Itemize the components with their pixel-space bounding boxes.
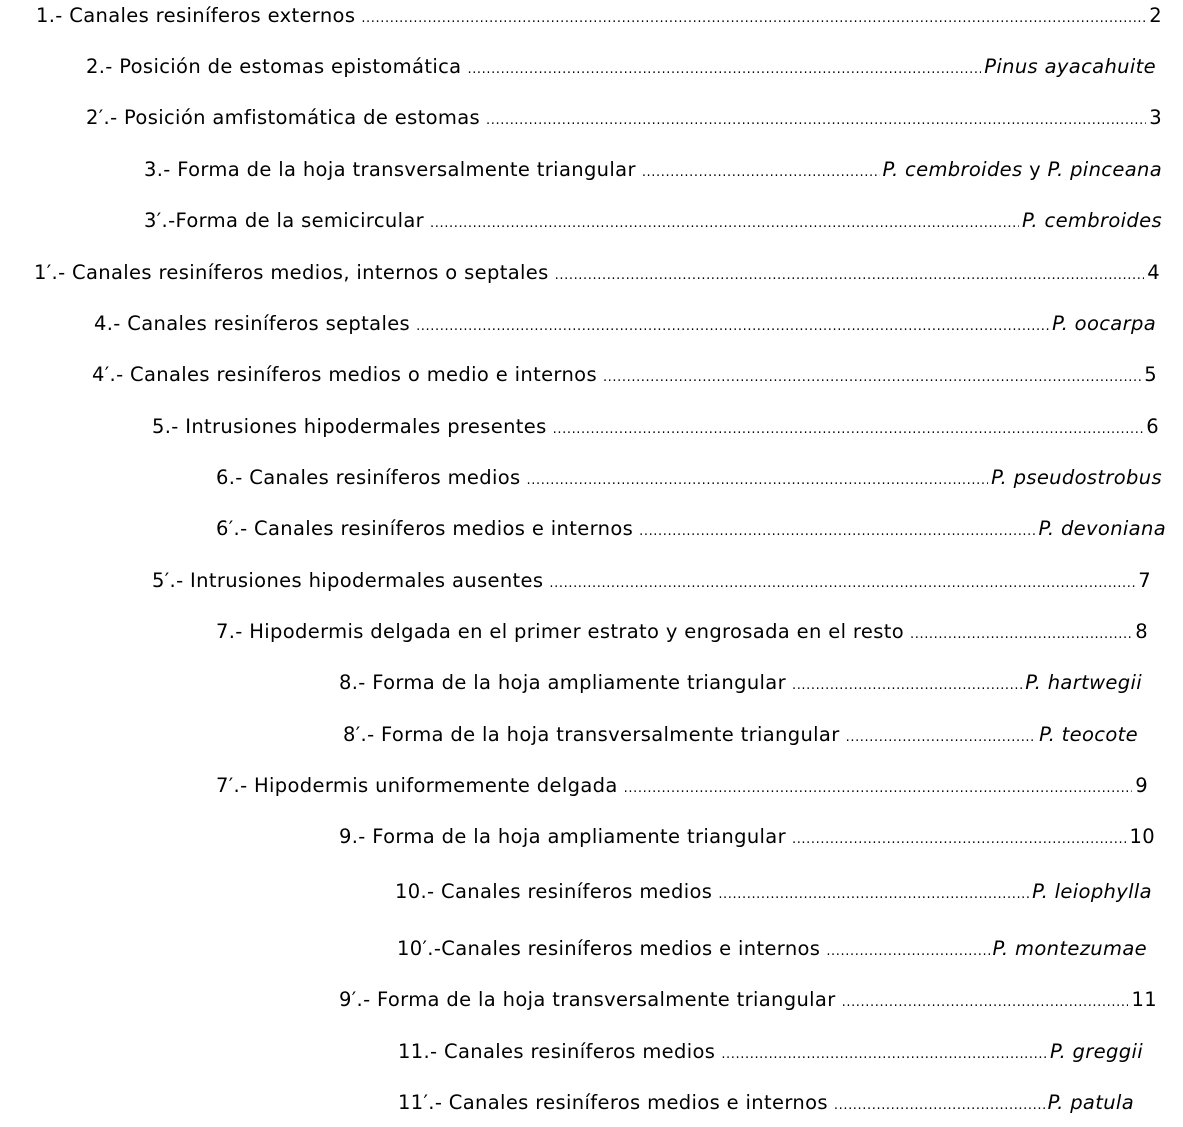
dot-leader <box>549 571 1135 597</box>
species-name: P. patula <box>1047 1091 1134 1114</box>
species-pair <box>883 157 1162 183</box>
couplet-label: 7′.- Hipodermis uniformemente delgada <box>216 774 618 797</box>
key-couplet-6-alt <box>216 516 1166 542</box>
couplet-label: 10′.-Canales resiníferos medios e internos <box>397 937 821 960</box>
key-couplet-5-alt <box>152 568 1151 594</box>
couplet-label: 1′.- Canales resiníferos medios, internos o septales <box>34 261 549 284</box>
couplet-label: 1.- Canales resiníferos externos <box>36 4 356 27</box>
key-couplet-6 <box>216 465 1162 491</box>
couplet-target: 9 <box>1135 774 1148 797</box>
dot-leader <box>718 882 1029 908</box>
species-name: P. oocarpa <box>1052 312 1156 335</box>
dot-leader <box>834 1093 1045 1119</box>
couplet-target: 5 <box>1144 363 1157 386</box>
couplet-target: 11 <box>1131 988 1157 1011</box>
dot-leader <box>826 939 989 965</box>
dot-leader <box>486 108 1146 134</box>
species-name: P. leiophylla <box>1032 880 1152 903</box>
key-couplet-11 <box>398 1039 1143 1065</box>
key-couplet-3 <box>144 157 1162 183</box>
key-couplet-9 <box>339 824 1155 850</box>
key-couplet-4 <box>94 311 1156 337</box>
couplet-label: 11.- Canales resiníferos medios <box>398 1040 716 1063</box>
key-couplet-7-alt <box>216 773 1148 799</box>
couplet-label: 3′.-Forma de la semicircular <box>144 209 425 232</box>
dot-leader <box>842 990 1129 1016</box>
couplet-label: 5′.- Intrusiones hipodermales ausentes <box>152 569 544 592</box>
dot-leader <box>846 725 1037 751</box>
species-name: Pinus ayacahuite <box>984 55 1156 78</box>
couplet-label: 6′.- Canales resiníferos medios e internos <box>216 517 634 540</box>
couplet-target: 3 <box>1149 106 1162 129</box>
couplet-label: 10.- Canales resiníferos medios <box>395 880 713 903</box>
species-name: P. teocote <box>1039 723 1138 746</box>
key-couplet-2 <box>86 54 1156 80</box>
couplet-label: 4.- Canales resiníferos septales <box>94 312 411 335</box>
species-name: P. hartwegii <box>1025 671 1142 694</box>
couplet-target: 7 <box>1138 569 1151 592</box>
key-couplet-8 <box>339 670 1142 696</box>
species-name: P. pseudostrobus <box>991 466 1162 489</box>
dot-leader <box>527 468 989 494</box>
couplet-label: 6.- Canales resiníferos medios <box>216 466 521 489</box>
dot-leader <box>792 673 1022 699</box>
key-couplet-3-alt <box>144 208 1162 234</box>
species-name: P. devoniana <box>1038 517 1166 540</box>
couplet-label: 11′.- Canales resiníferos medios e internos <box>398 1091 828 1114</box>
couplet-label: 7.- Hipodermis delgada en el primer estrato y engrosada en el resto <box>216 620 904 643</box>
couplet-target: 10 <box>1129 825 1155 848</box>
dot-leader <box>430 211 1019 237</box>
couplet-label: 8′.- Forma de la hoja transversalmente triangular <box>343 723 840 746</box>
key-couplet-7 <box>216 619 1148 645</box>
couplet-target: 8 <box>1135 620 1148 643</box>
dot-leader <box>553 417 1144 443</box>
key-couplet-9-alt <box>339 987 1157 1013</box>
key-couplet-1 <box>36 3 1162 29</box>
species-name-2: P. pinceana <box>1047 158 1162 181</box>
couplet-label: 3.- Forma de la hoja transversalmente triangular <box>144 158 636 181</box>
couplet-label: 2.- Posición de estomas epistomática <box>86 55 462 78</box>
couplet-label: 8.- Forma de la hoja ampliamente triangular <box>339 671 786 694</box>
dot-leader <box>361 6 1146 32</box>
dot-leader <box>639 519 1035 545</box>
dot-leader <box>555 263 1145 289</box>
key-couplet-11-alt <box>398 1090 1134 1116</box>
dot-leader <box>792 827 1127 853</box>
couplet-target: 4 <box>1147 261 1160 284</box>
key-couplet-10 <box>395 879 1152 905</box>
couplet-label: 2′.- Posición amfistomática de estomas <box>86 106 481 129</box>
dot-leader <box>416 314 1049 340</box>
couplet-label: 5.- Intrusiones hipodermales presentes <box>152 415 547 438</box>
key-couplet-5 <box>152 414 1159 440</box>
species-name: P. cembroides <box>1021 209 1162 232</box>
species-name: P. montezumae <box>992 937 1147 960</box>
couplet-label: 9.- Forma de la hoja ampliamente triangular <box>339 825 786 848</box>
couplet-target: 2 <box>1149 4 1162 27</box>
dot-leader <box>642 160 880 186</box>
dot-leader <box>467 57 981 83</box>
couplet-target: 6 <box>1146 415 1159 438</box>
couplet-label: 9′.- Forma de la hoja transversalmente triangular <box>339 988 836 1011</box>
species-name: P. greggii <box>1050 1040 1143 1063</box>
key-couplet-1-alt <box>34 260 1160 286</box>
conjunction: y <box>1029 158 1041 181</box>
species-name: P. cembroides <box>882 158 1023 181</box>
dot-leader <box>721 1042 1047 1068</box>
couplet-label: 4′.- Canales resiníferos medios o medio e internos <box>92 363 597 386</box>
key-couplet-8-alt <box>343 722 1138 748</box>
key-couplet-2-alt <box>86 105 1162 131</box>
dot-leader <box>603 365 1141 391</box>
dot-leader <box>910 622 1132 648</box>
key-couplet-4-alt <box>92 362 1157 388</box>
dot-leader <box>624 776 1133 802</box>
key-couplet-10-alt <box>397 936 1147 962</box>
